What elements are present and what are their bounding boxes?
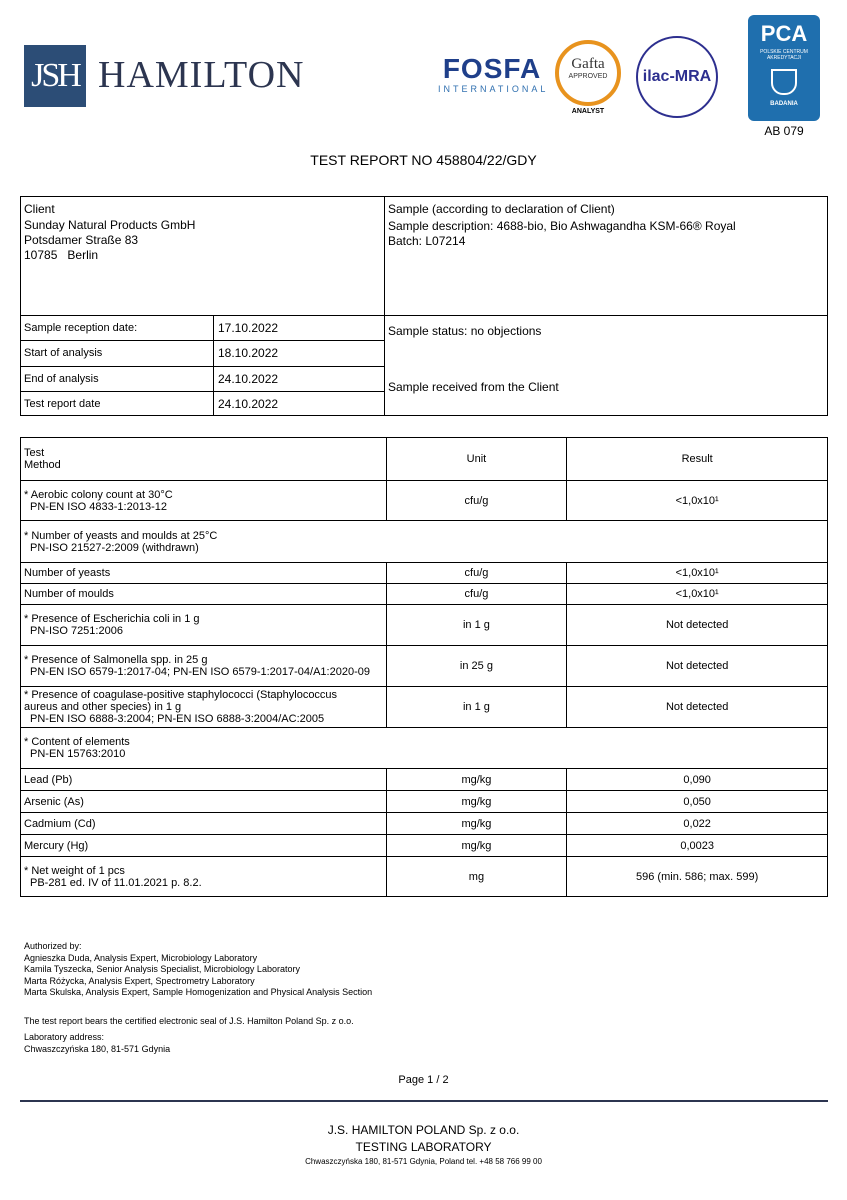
client-sample-box (20, 196, 828, 416)
client-street: Potsdamer Straße 83 (24, 233, 139, 247)
sample-heading: Sample (according to declaration of Client) (388, 202, 615, 216)
pca-sub: POLSKIE CENTRUM AKREDYTACJI (760, 49, 808, 61)
test-method: PB-281 ed. IV of 11.01.2021 p. 8.2. (30, 876, 202, 889)
gafta-logo (555, 40, 621, 106)
client-city: Berlin (67, 248, 99, 262)
result-cell: 0,022 (567, 813, 828, 835)
authorization-block (24, 941, 372, 1055)
test-name: * Presence of coagulase-positive staphylococci (Staphylococcus (24, 689, 338, 701)
table-row (21, 769, 828, 791)
date-value: 24.10.2022 (218, 372, 279, 386)
table-group-row (21, 521, 828, 563)
accreditation-number: AB 079 (764, 124, 804, 138)
lab-address-heading: Laboratory address: (24, 1032, 105, 1042)
client-postcode: 10785 (24, 248, 58, 262)
test-name: * Number of yeasts and moulds at 25°C (24, 529, 218, 542)
company-footer (0, 1122, 847, 1167)
result-cell: 0,050 (567, 791, 828, 813)
test-name: * Presence of Salmonella spp. in 25 g (24, 654, 208, 666)
test-name: Lead (Pb) (21, 769, 387, 791)
unit-cell: mg/kg (386, 791, 567, 813)
company-division: TESTING LABORATORY (355, 1140, 492, 1154)
result-cell: Not detected (567, 646, 828, 687)
test-method: PN-ISO 7251:2006 (30, 625, 123, 637)
test-name: Number of moulds (21, 584, 387, 605)
test-method: PN-EN 15763:2010 (30, 748, 126, 760)
pca-name: PCA (760, 21, 808, 46)
test-method: PN-EN ISO 4833-1:2013-12 (30, 500, 167, 513)
report-title: TEST REPORT NO 458804/22/GDY (310, 152, 537, 168)
lab-address: Chwaszczyńska 180, 81-571 Gdynia (24, 1043, 171, 1054)
date-label: End of analysis (24, 373, 99, 385)
table-row (21, 584, 828, 605)
sample-description: Sample description: 4688-bio, Bio Ashwagandha KSM-66® Royal (388, 219, 736, 233)
unit-cell: mg/kg (386, 769, 567, 791)
head-method: Method (24, 459, 61, 471)
date-value: 24.10.2022 (218, 397, 279, 411)
table-row (21, 605, 828, 646)
unit-cell: mg/kg (386, 813, 567, 835)
gafta-approved: APPROVED (568, 73, 608, 80)
gafta-analyst: ANALYST (571, 108, 605, 115)
fosfa-sub: INTERNATIONAL (438, 84, 549, 94)
authorized-person: Agnieszka Duda, Analysis Expert, Microbiology Laboratory (24, 952, 258, 963)
unit-cell: mg/kg (386, 835, 567, 857)
pca-logo (748, 15, 820, 121)
head-test: Test (24, 447, 45, 459)
page-number: Page 1 / 2 (398, 1074, 449, 1086)
table-header (21, 438, 828, 481)
test-name: * Net weight of 1 pcs (24, 864, 125, 877)
client-city-line (24, 248, 98, 262)
hamilton-logo-mark (24, 45, 86, 107)
table-row (21, 835, 828, 857)
table-row (21, 481, 828, 521)
logo-monogram: JSH (31, 57, 79, 94)
result-cell: 0,090 (567, 769, 828, 791)
test-method: PN-ISO 21527-2:2009 (withdrawn) (30, 541, 199, 554)
table-group-row (21, 728, 828, 769)
footer-divider (20, 1100, 828, 1102)
ilac-mra-logo (636, 36, 718, 118)
ilac-name: ilac-MRA (642, 68, 712, 85)
test-method: PN-EN ISO 6888-3:2004; PN-EN ISO 6888-3:2004/AC:2005 (30, 713, 325, 725)
unit-cell: cfu/g (386, 481, 567, 521)
test-name: * Presence of Escherichia coli in 1 g (24, 613, 200, 625)
unit-cell: in 1 g (386, 605, 567, 646)
table-row (21, 791, 828, 813)
result-cell: <1,0x10¹ (567, 481, 828, 521)
test-name: Cadmium (Cd) (21, 813, 387, 835)
test-name: Arsenic (As) (21, 791, 387, 813)
unit-cell: in 1 g (386, 687, 567, 728)
head-unit: Unit (386, 438, 567, 481)
test-name-cont: aureus and other species) in 1 g (24, 701, 182, 713)
company-name: J.S. HAMILTON POLAND Sp. z o.o. (327, 1123, 520, 1137)
date-label: Test report date (24, 398, 101, 410)
fosfa-logo (438, 53, 549, 94)
test-name: Mercury (Hg) (21, 835, 387, 857)
table-row (21, 646, 828, 687)
authorized-heading: Authorized by: (24, 941, 82, 951)
result-cell: 0,0023 (567, 835, 828, 857)
sample-status: Sample status: no objections (388, 324, 542, 338)
seal-note: The test report bears the certified electronic seal of J.S. Hamilton Poland Sp. z o.o. (24, 1015, 354, 1026)
authorized-person: Marta Skulska, Analysis Expert, Sample Homogenization and Physical Analysis Section (24, 987, 373, 997)
unit-cell: in 25 g (386, 646, 567, 687)
head-result: Result (567, 438, 828, 481)
test-method: PN-EN ISO 6579-1:2017-04; PN-EN ISO 6579-1:2017-04/A1:2020-09 (30, 666, 370, 678)
result-cell: 596 (min. 586; max. 599) (567, 857, 828, 897)
authorized-person: Kamila Tyszecka, Senior Analysis Specialist, Microbiology Laboratory (24, 964, 300, 974)
date-value: 18.10.2022 (218, 346, 279, 360)
gafta-name: Gafta (571, 56, 605, 72)
result-cell: <1,0x10¹ (567, 563, 828, 584)
authorized-person: Marta Różycka, Analysis Expert, Spectrometry Laboratory (24, 975, 255, 986)
client-name: Sunday Natural Products GmbH (24, 218, 196, 232)
date-label: Start of analysis (24, 347, 103, 359)
client-heading: Client (24, 202, 55, 216)
table-row (21, 563, 828, 584)
table-row (21, 813, 828, 835)
results-table (20, 437, 828, 897)
brand-name: HAMILTON (98, 54, 305, 96)
test-name: * Aerobic colony count at 30°C (24, 488, 173, 501)
sample-received: Sample received from the Client (388, 380, 559, 394)
table-row (21, 857, 828, 897)
unit-cell: mg (386, 857, 567, 897)
date-value: 17.10.2022 (218, 321, 279, 335)
unit-cell: cfu/g (386, 563, 567, 584)
test-name: * Content of elements (24, 736, 130, 748)
fosfa-name: FOSFA (442, 53, 542, 84)
result-cell: Not detected (567, 687, 828, 728)
table-row (21, 687, 828, 728)
result-cell: Not detected (567, 605, 828, 646)
test-name: Number of yeasts (21, 563, 387, 584)
pca-badania: BADANIA (770, 101, 798, 107)
sample-batch: Batch: L07214 (388, 234, 466, 248)
result-cell: <1,0x10¹ (567, 584, 828, 605)
date-label: Sample reception date: (24, 322, 138, 334)
unit-cell: cfu/g (386, 584, 567, 605)
company-address: Chwaszczyńska 180, 81-571 Gdynia, Poland tel. +48 58 766 99 00 (305, 1157, 542, 1166)
flask-icon (771, 69, 797, 95)
